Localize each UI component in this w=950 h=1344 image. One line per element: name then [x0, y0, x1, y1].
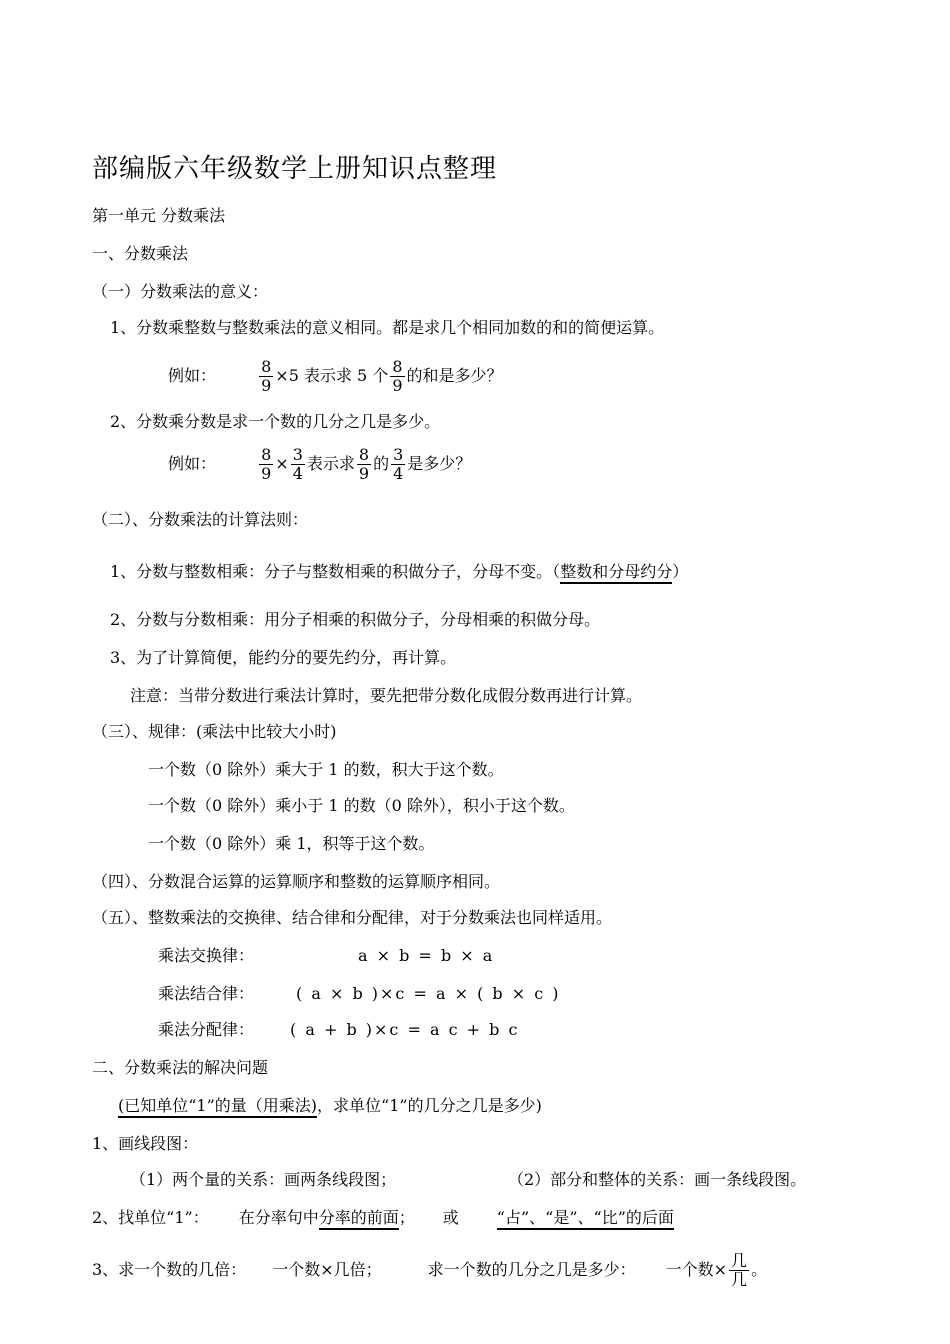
law-commutative-formula: a × b = b × a: [358, 946, 495, 965]
underlined-text: 整数和分母约分: [560, 562, 672, 584]
law-commutative-label: 乘法交换律：: [158, 946, 255, 965]
section1-heading: 一、分数乘法: [92, 244, 189, 263]
part1-item1: 1、分数乘整数与整数乘法的意义相同。都是求几个相同加数的和的简便运算。: [110, 318, 665, 337]
section2-item1b: （2）部分和整体的关系：画一条线段图。: [508, 1170, 807, 1189]
example2-mid: 表示求: [306, 454, 355, 473]
example1-mid: ×5 表示求 5 个: [275, 366, 389, 385]
section2-item1a: （1）两个量的关系：画两条线段图；: [130, 1170, 397, 1189]
underlined-text: (已知单位“1”的量（用乘法): [118, 1096, 317, 1118]
law-associative-formula: ( a × b )×c = a × ( b × c ): [296, 984, 561, 1003]
fraction: $\frac{8}{9}$: [261, 357, 272, 395]
section2-item1: 1、画线段图：: [92, 1134, 199, 1153]
law-distributive-formula: ( a + b )×c = a c + b c: [290, 1020, 520, 1039]
example1-prefix: 例如：: [168, 366, 217, 385]
part2-item1: 1、分数与整数相乘：分子与整数相乘的积做分子，分母不变。（整数和分母约分）: [110, 562, 688, 582]
unit-heading: 第一单元 分数乘法: [92, 206, 226, 225]
section2-heading: 二、分数乘法的解决问题: [92, 1058, 269, 1077]
fraction: $\frac{\text{几}}{\text{几}}$: [731, 1251, 748, 1289]
part2-item2: 2、分数与分数相乘：用分子相乘的积做分子，分母相乘的积做分母。: [110, 610, 601, 629]
part1-heading: （一）分数乘法的意义：: [92, 282, 269, 301]
example2: [168, 444, 471, 484]
part2-item3: 3、为了计算简便，能约分的要先约分，再计算。: [110, 648, 457, 667]
part2-heading: （二）、分数乘法的计算法则：: [92, 510, 309, 529]
part4: （四）、分数混合运算的运算顺序和整数的运算顺序相同。: [92, 872, 501, 891]
example1-suffix: 的和是多少？: [406, 366, 503, 385]
underlined-text: 分率的前面: [319, 1208, 399, 1230]
law-associative-label: 乘法结合律：: [158, 984, 255, 1003]
part3-heading: （三）、规律：(乘法中比较大小时): [92, 722, 337, 741]
section2-intro: (已知单位“1”的量（用乘法)，求单位“1”的几分之几是多少): [118, 1096, 542, 1116]
part1-item2: 2、分数乘分数是求一个数的几分之几是多少。: [110, 412, 441, 431]
fraction: $\frac{3}{4}$: [393, 445, 404, 483]
underlined-text: “占”、“是”、“比”的后面: [497, 1208, 674, 1230]
page-title: 部编版六年级数学上册知识点整理: [92, 154, 498, 184]
section2-item2: 2、找单位“1”： 在分率句中分率的前面； 或 “占”、“是”、“比”的后面: [92, 1208, 674, 1228]
rule1: 一个数（0 除外）乘大于 1 的数，积大于这个数。: [148, 760, 504, 779]
law-distributive-label: 乘法分配律：: [158, 1020, 255, 1039]
example2-suffix: 是多少？: [407, 454, 472, 473]
fraction: $\frac{3}{4}$: [292, 445, 303, 483]
section2-item3: 3、求一个数的几倍： 一个数×几倍； 求一个数的几分之几是多少： 一个数× $\frac{\text{几}}{\text{几}}$ 。: [92, 1251, 768, 1289]
part2-note: 注意：当带分数进行乘法计算时，要先把带分数化成假分数再进行计算。: [130, 686, 643, 705]
example2-de: 的: [373, 454, 390, 473]
fraction: $\frac{8}{9}$: [261, 445, 272, 483]
fraction: $\frac{8}{9}$: [358, 445, 370, 483]
rule2: 一个数（0 除外）乘小于 1 的数（0 除外），积小于这个数。: [148, 796, 575, 815]
times-sign: ×: [275, 454, 289, 473]
rule3: 一个数（0 除外）乘 1，积等于这个数。: [148, 834, 435, 853]
example1: [168, 356, 503, 396]
example2-prefix: 例如：: [168, 454, 217, 473]
part5-heading: （五）、整数乘法的交换律、结合律和分配律，对于分数乘法也同样适用。: [92, 908, 613, 927]
fraction: $\frac{8}{9}$: [392, 357, 403, 395]
